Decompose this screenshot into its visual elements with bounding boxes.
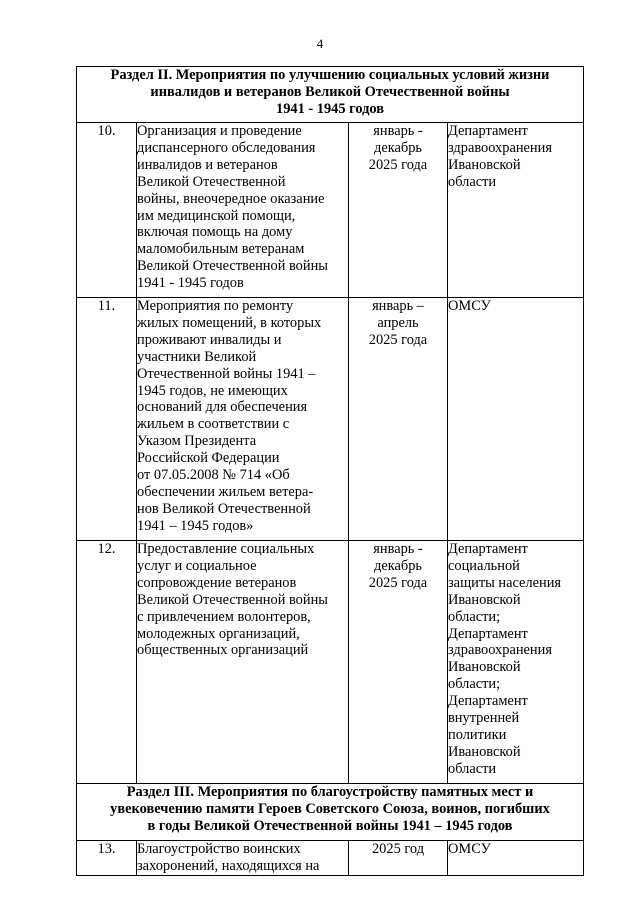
section-title-3 (77, 784, 584, 841)
description-line: участники Великой (137, 348, 257, 365)
term-line: декабрь (374, 139, 422, 156)
description-line: им медицинской помощи, (137, 207, 296, 224)
description-line: общественных организаций (137, 642, 309, 659)
section-header-row (77, 784, 584, 841)
description-line: захоронений, находящихся на (137, 857, 320, 874)
row-term (349, 123, 448, 298)
responsible-line: Ивановской (448, 156, 521, 173)
responsible-line: Департамент (448, 541, 528, 557)
description-line: с привлечением волонтеров, (137, 608, 311, 625)
row-responsible (448, 541, 584, 784)
row-number: 11. (77, 298, 137, 541)
description-line: жильем в соответствии с (137, 416, 290, 433)
description-line: проживают инвалиды и (137, 331, 282, 348)
responsible-line: Ивановской (448, 591, 521, 608)
responsible-line: области; (448, 608, 501, 625)
description-line: Отечественной войны 1941 – (137, 365, 316, 382)
row-description (137, 541, 349, 784)
description-line: войны, внеочередное оказание (137, 190, 325, 207)
row-responsible (448, 298, 584, 541)
description-line: Организация и проведение (137, 123, 302, 139)
responsible-line: защиты населения (448, 574, 562, 591)
responsible-line: социальной (448, 557, 520, 574)
responsible-line: области; (448, 676, 501, 693)
responsible-line: Департамент (448, 123, 528, 139)
description-line: 1945 годов, не имеющих (137, 382, 288, 399)
description-line: Предоставление социальных (137, 541, 315, 557)
description-line: Указом Президента (137, 433, 257, 450)
description-line: включая помощь на дому (137, 224, 293, 241)
section-title-line: 1941 - 1945 годов (276, 100, 384, 117)
term-line: декабрь (374, 557, 422, 574)
measures-table (76, 66, 584, 876)
section-title-2 (77, 67, 584, 123)
row-number: 13. (77, 841, 137, 876)
row-term (349, 841, 448, 876)
description-line: оснований для обеспечения (137, 399, 308, 416)
responsible-line: внутренней (448, 710, 520, 727)
term-line: 2025 года (368, 156, 428, 173)
term-line: 2025 года (368, 331, 428, 348)
row-description (137, 298, 349, 541)
term-line: январь - (373, 123, 423, 139)
responsible-line: ОМСУ (448, 841, 491, 857)
responsible-line: ОМСУ (448, 298, 491, 314)
table-row (77, 123, 584, 298)
term-line: 2025 года (368, 574, 428, 591)
description-line: услуг и социальное (137, 557, 257, 574)
description-line: нов Великой Отечественной (137, 500, 311, 517)
responsible-line: Департамент (448, 625, 528, 642)
term-line: январь – (372, 298, 424, 314)
description-line: обеспечении жильем ветера- (137, 483, 314, 500)
section-header-row (77, 67, 584, 123)
section-title-line: Раздел III. Мероприятия по благоустройству памятных мест и (126, 784, 534, 800)
description-line: 1941 – 1945 годов» (137, 517, 254, 534)
table-row (77, 298, 584, 541)
description-line: жилых помещений, в которых (137, 314, 322, 331)
row-number: 12. (77, 541, 137, 784)
description-line: Великой Отечественной войны (137, 591, 328, 608)
row-term (349, 541, 448, 784)
description-line: от 07.05.2008 № 714 «Об (137, 467, 290, 484)
row-responsible (448, 841, 584, 876)
description-line: 1941 - 1945 годов (137, 275, 244, 292)
term-line: апрель (377, 314, 419, 331)
section-title-line: инвалидов и ветеранов Великой Отечественной войны (150, 83, 510, 100)
row-term (349, 298, 448, 541)
responsible-line: Департамент (448, 693, 528, 710)
description-line: диспансерного обследования (137, 139, 316, 156)
table-row (77, 841, 584, 876)
description-line: инвалидов и ветеранов (137, 156, 278, 173)
description-line: Мероприятия по ремонту (137, 298, 294, 314)
responsible-line: Ивановской (448, 743, 521, 760)
row-responsible (448, 123, 584, 298)
description-line: молодежных организаций, (137, 625, 300, 642)
section-title-line: Раздел II. Мероприятия по улучшению социальных условий жизни (110, 67, 550, 83)
responsible-line: политики (448, 726, 507, 743)
row-description (137, 841, 349, 876)
page-number: 4 (316, 36, 324, 51)
description-line: Российской Федерации (137, 450, 280, 467)
responsible-line: здравоохранения (448, 642, 552, 659)
responsible-line: Ивановской (448, 659, 521, 676)
responsible-line: области (448, 760, 497, 777)
table-row (77, 541, 584, 784)
description-line: Великой Отечественной войны (137, 258, 328, 275)
responsible-line: области (448, 173, 497, 190)
description-line: Благоустройство воинских (137, 841, 301, 857)
row-number: 10. (77, 123, 137, 298)
term-line: январь - (373, 541, 423, 557)
description-line: маломобильным ветеранам (137, 241, 305, 258)
responsible-line: здравоохранения (448, 139, 552, 156)
description-line: Великой Отечественной (137, 173, 286, 190)
section-title-line: увековечению памяти Героев Советского Союза, воинов, погибших (110, 800, 550, 817)
term-line: 2025 год (371, 841, 425, 857)
description-line: сопровождение ветеранов (137, 574, 297, 591)
section-title-line: в годы Великой Отечественной войны 1941 – 1945 годов (147, 817, 513, 834)
row-description (137, 123, 349, 298)
